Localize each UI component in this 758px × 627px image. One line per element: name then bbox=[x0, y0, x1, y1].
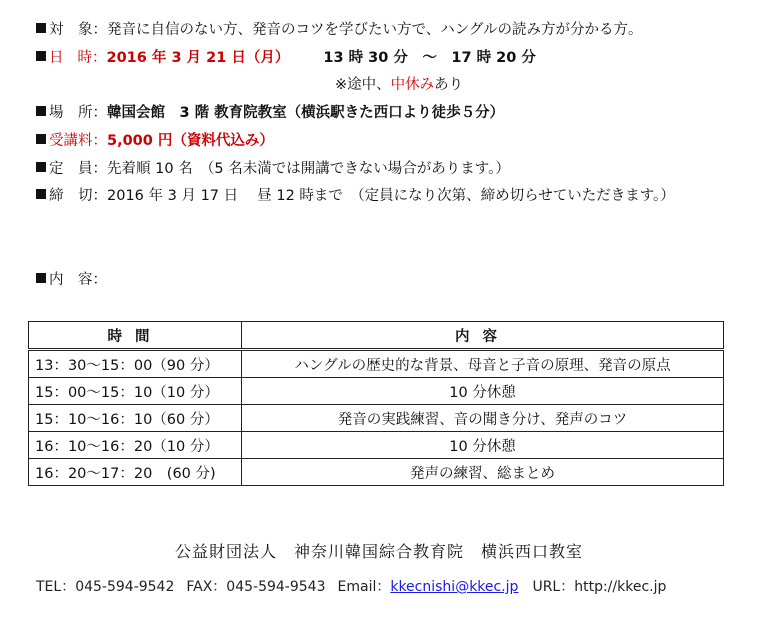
datetime-label-b: 時： bbox=[77, 50, 107, 66]
contents-heading-row bbox=[36, 270, 107, 290]
schedule-content: 10 分休憩 bbox=[242, 432, 724, 459]
organization-name: 公益財団法人 神奈川韓国綜合教育院 横浜西口教室 bbox=[174, 542, 583, 561]
square-bullet-icon bbox=[36, 51, 46, 61]
datetime-label-a: 日 bbox=[49, 50, 64, 66]
schedule-content: 発声の練習、総まとめ bbox=[242, 459, 724, 486]
schedule-time: 15：00～15：10（10 分） bbox=[29, 378, 242, 405]
break-note-highlight: 中休み bbox=[390, 77, 435, 93]
schedule-row bbox=[29, 432, 724, 459]
event-time: 13 時 30 分 ～ 17 時 20 分 bbox=[323, 50, 536, 66]
datetime-row bbox=[36, 48, 536, 68]
fee-value: 5,000 円（資料代込み） bbox=[107, 133, 274, 149]
break-note-suffix: あり bbox=[434, 77, 464, 93]
schedule-row bbox=[29, 350, 724, 378]
email-link[interactable]: kkecnishi@kkec.jp bbox=[390, 579, 519, 595]
target-value: 発音に自信のない方、発音のコツを学びたい方で、ハングルの読み方が分かる方。 bbox=[107, 22, 643, 38]
venue-label: 場 所： bbox=[49, 105, 107, 121]
venue-value: 韓国会館 3 階 教育院教室（横浜駅きた西口より徒歩５分） bbox=[107, 105, 505, 121]
website-url: URL：http://kkec.jp bbox=[532, 579, 667, 595]
break-note-prefix: ※途中、 bbox=[335, 77, 391, 93]
schedule-table bbox=[28, 321, 724, 486]
schedule-time: 13：30～15：00（90 分） bbox=[29, 350, 242, 378]
schedule-header-time: 時間 bbox=[29, 322, 242, 350]
target-row bbox=[36, 20, 642, 40]
square-bullet-icon bbox=[36, 23, 46, 33]
schedule-content: 10 分休憩 bbox=[242, 378, 724, 405]
schedule-time: 15：10～16：10（60 分） bbox=[29, 405, 242, 432]
fax-number: FAX：045-594-9543 bbox=[186, 579, 326, 595]
square-bullet-icon bbox=[36, 134, 46, 144]
square-bullet-icon bbox=[36, 189, 46, 199]
venue-row bbox=[36, 103, 504, 123]
fee-row bbox=[36, 131, 274, 151]
square-bullet-icon bbox=[36, 106, 46, 116]
schedule-header-content: 内容 bbox=[242, 322, 724, 350]
email-label: Email： bbox=[337, 579, 391, 595]
deadline-row bbox=[36, 186, 675, 206]
contents-heading: 内 容： bbox=[49, 272, 107, 288]
capacity-row bbox=[36, 159, 510, 179]
break-note bbox=[335, 75, 463, 95]
schedule-row bbox=[29, 405, 724, 432]
schedule-header-row bbox=[29, 322, 724, 350]
schedule-row bbox=[29, 378, 724, 405]
deadline-value: 2016 年 3 月 17 日 昼 12 時まで （定員になり次第、締め切らせていただきます。） bbox=[107, 188, 675, 204]
square-bullet-icon bbox=[36, 162, 46, 172]
phone-number: TEL：045-594-9542 bbox=[36, 579, 175, 595]
square-bullet-icon bbox=[36, 273, 46, 283]
deadline-label: 締 切： bbox=[49, 188, 107, 204]
event-date: 2016 年 3 月 21 日（月） bbox=[106, 50, 290, 66]
schedule-time: 16：10～16：20（10 分） bbox=[29, 432, 242, 459]
schedule-content: ハングルの歴史的な背景、母音と子音の原理、発音の原点 bbox=[242, 350, 724, 378]
capacity-label: 定 員： bbox=[49, 161, 107, 177]
fee-label: 受講料： bbox=[49, 133, 107, 149]
schedule-content: 発音の実践練習、音の聞き分け、発声のコツ bbox=[242, 405, 724, 432]
schedule-time: 16：20～17：20 (60 分) bbox=[29, 459, 242, 486]
target-label: 対 象： bbox=[49, 22, 107, 38]
schedule-row bbox=[29, 459, 724, 486]
capacity-value: 先着順 10 名 （5 名未満では開講できない場合があります。） bbox=[107, 161, 510, 177]
contact-line bbox=[36, 576, 666, 596]
